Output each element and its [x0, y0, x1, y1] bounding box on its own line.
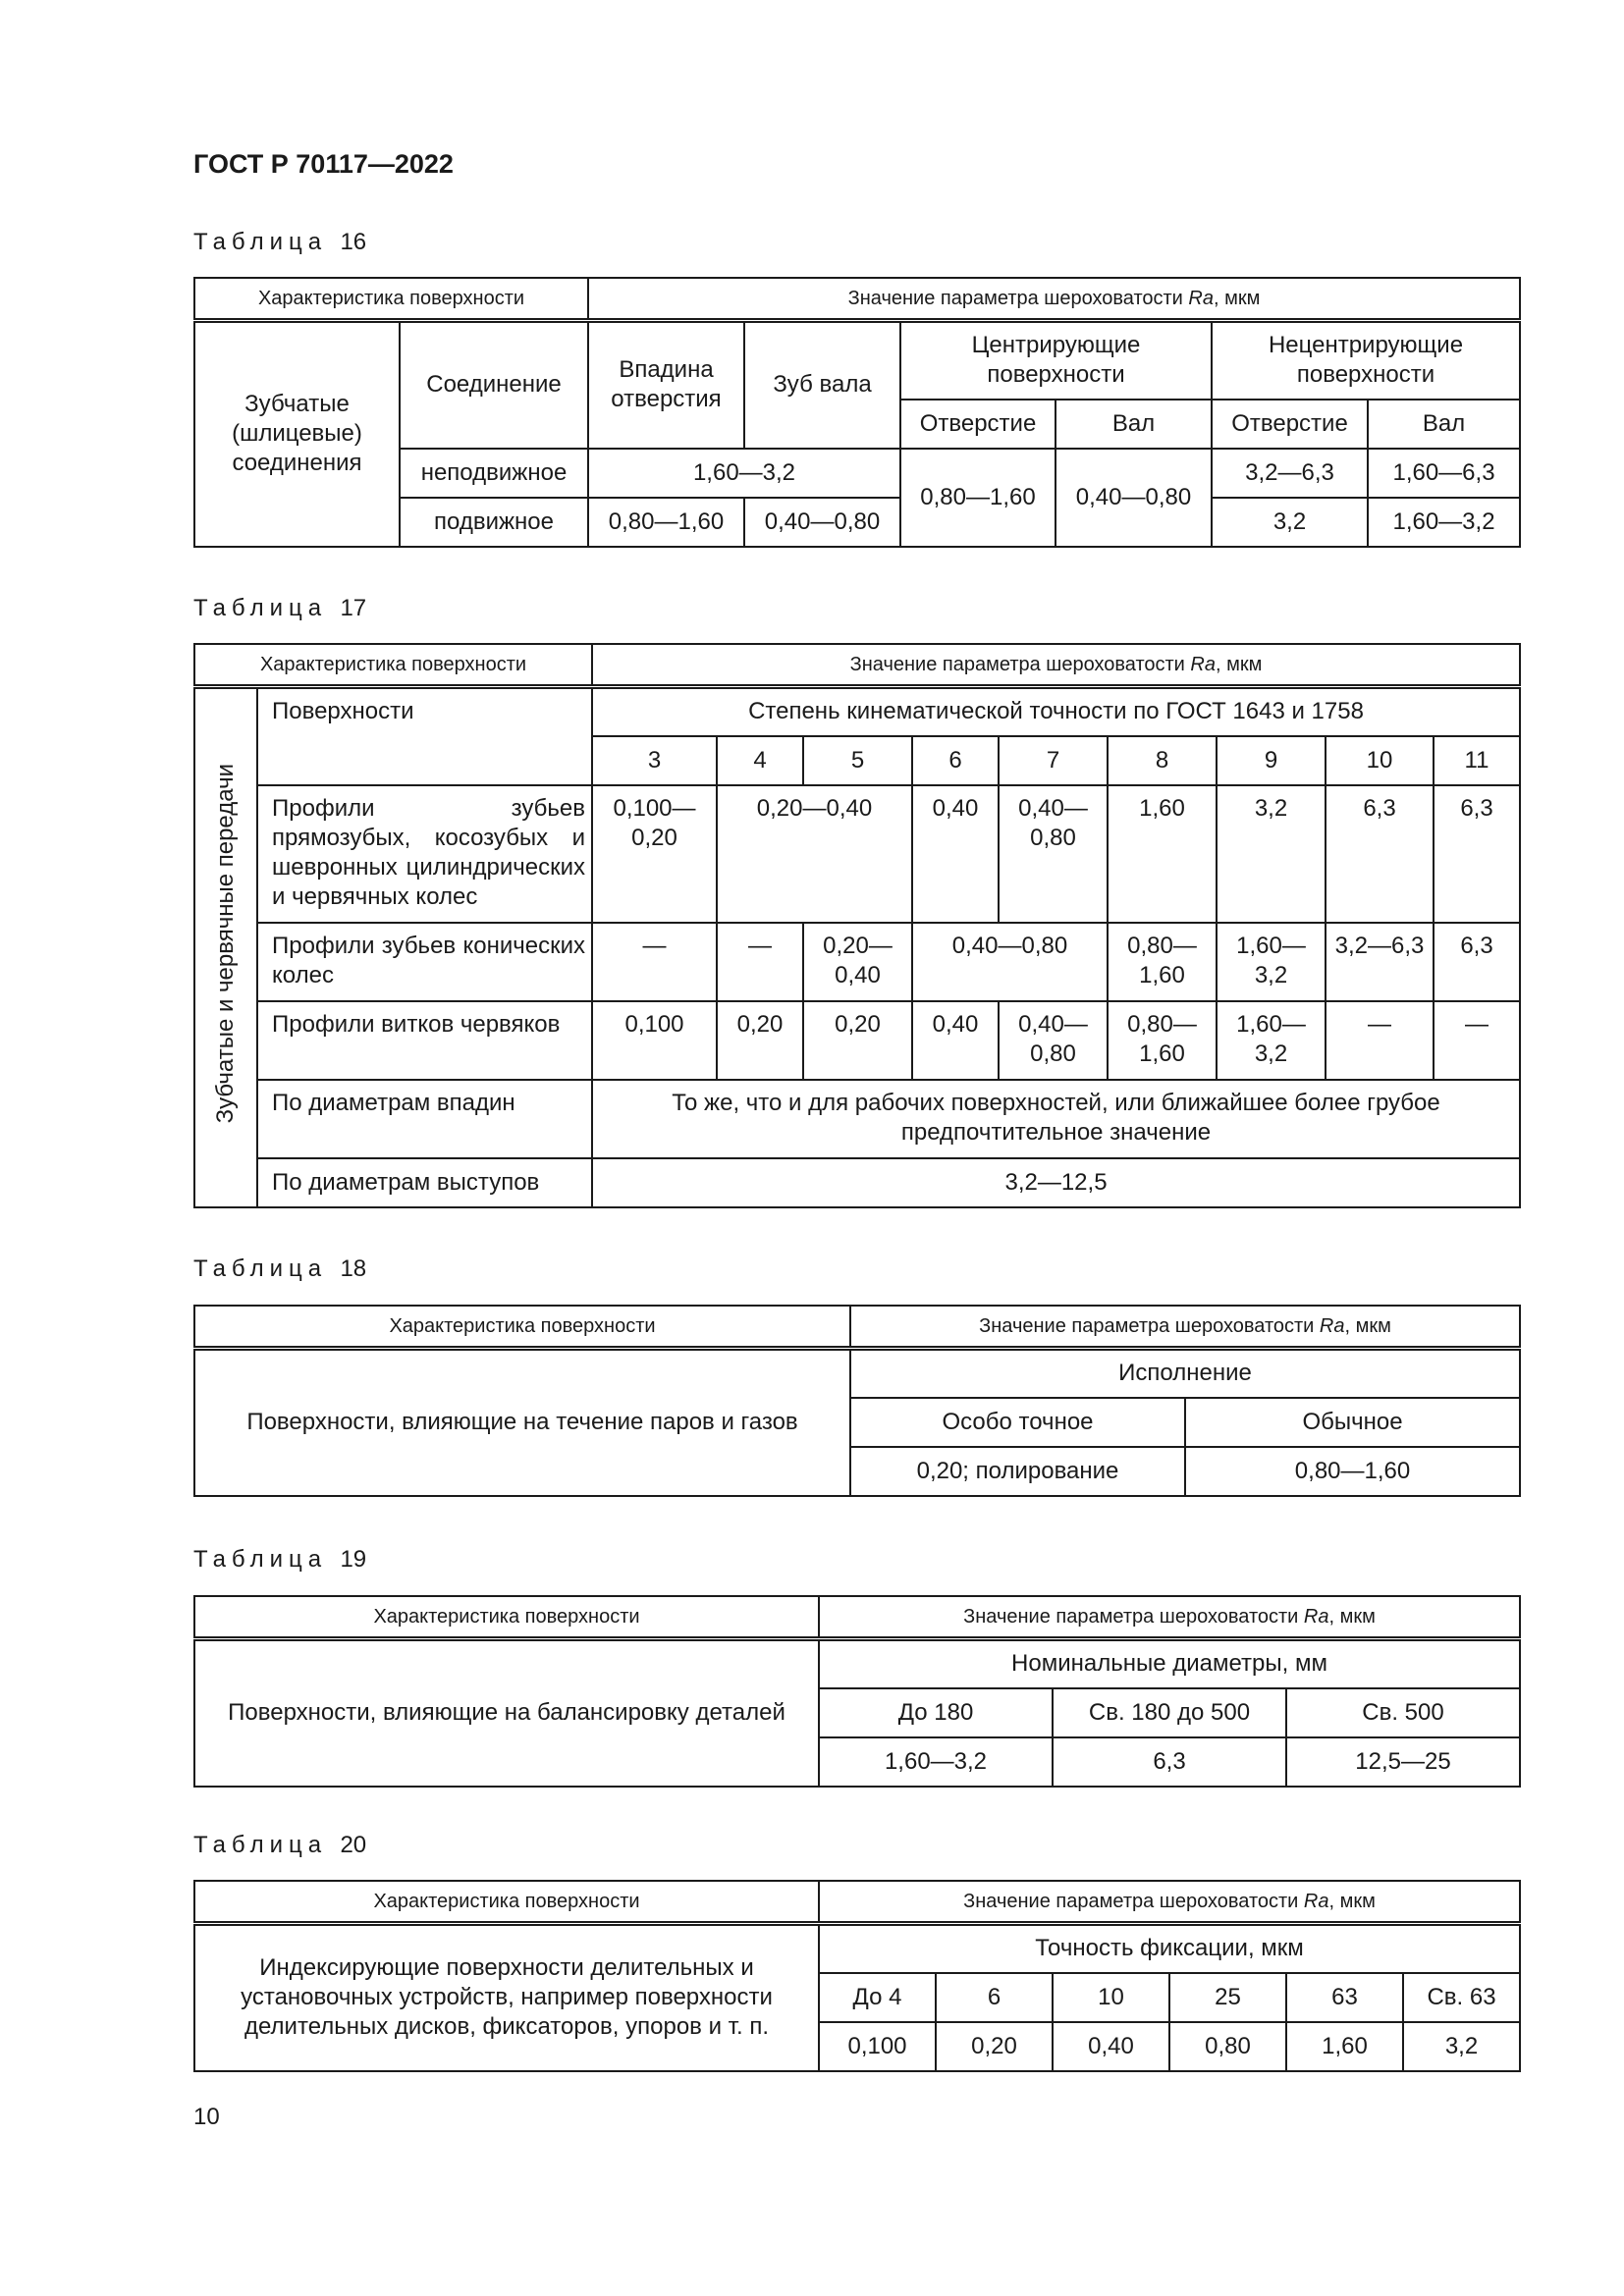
t16-col-val1: Вал: [1056, 400, 1212, 449]
t17-r3-value: 1,60—3,2: [1217, 1001, 1326, 1080]
t19-val: 12,5—25: [1286, 1737, 1520, 1787]
t17-r3-value: 0,20: [717, 1001, 803, 1080]
table-19: [193, 1595, 1521, 1788]
t17-degree: 11: [1434, 736, 1520, 785]
t16-r1-nc-otv: 3,2—6,3: [1212, 449, 1368, 498]
t16-r1-value: 1,60—3,2: [588, 449, 900, 498]
t17-degree: 8: [1108, 736, 1217, 785]
t16-r2-hole: 0,80—1,60: [588, 498, 744, 547]
t18-col-a: Особо точное: [850, 1398, 1185, 1447]
t20-col: 6: [936, 1973, 1053, 2022]
t20-fix-label: Точность фиксации, мкм: [819, 1924, 1520, 1973]
t17-r2-v8: 0,80—1,60: [1108, 923, 1217, 1001]
t20-col: 10: [1053, 1973, 1169, 2022]
t18-header-surface: Характеристика поверхности: [194, 1306, 850, 1349]
t17-degree: 7: [999, 736, 1108, 785]
t17-r1-v8: 1,60: [1108, 785, 1217, 923]
t17-r2-v9: 1,60—3,2: [1217, 923, 1326, 1001]
t17-r3-value: 0,40—0,80: [999, 1001, 1108, 1080]
t17-degree: 10: [1326, 736, 1434, 785]
table-16-caption: Таблица 16: [193, 229, 367, 255]
t17-degree: 6: [912, 736, 999, 785]
t19-col: До 180: [819, 1688, 1053, 1737]
document-id: ГОСТ Р 70117—2022: [193, 149, 454, 179]
t19-val: 1,60—3,2: [819, 1737, 1053, 1787]
t19-col: Св. 500: [1286, 1688, 1520, 1737]
t17-degree: 9: [1217, 736, 1326, 785]
table-18: [193, 1305, 1521, 1497]
t16-r2-label: подвижное: [400, 498, 588, 547]
t16-r2-nc-otv: 3,2: [1212, 498, 1368, 547]
t18-row-label: Поверхности, влияющие на течение паров и газов: [194, 1349, 850, 1496]
t18-col-b: Обычное: [1185, 1398, 1520, 1447]
t16-col-val2: Вал: [1368, 400, 1520, 449]
t16-col-otv1: Отверстие: [900, 400, 1056, 449]
t19-val: 6,3: [1053, 1737, 1286, 1787]
t19-header-value: Значение параметра шероховатости Ra, мкм: [819, 1596, 1520, 1639]
t16-col-connection: Соединение: [400, 321, 588, 449]
t16-col-otv2: Отверстие: [1212, 400, 1368, 449]
t17-r1-v6: 0,40: [912, 785, 999, 923]
t17-r3-value: —: [1434, 1001, 1520, 1080]
t17-header-surface: Характеристика поверхности: [194, 644, 592, 687]
t17-r4-value: То же, что и для рабочих поверхностей, или ближайшее более грубое предпочтительное значение: [592, 1080, 1520, 1158]
t20-col: Св. 63: [1403, 1973, 1520, 2022]
t16-col-hole: Впадина отверстия: [588, 321, 744, 449]
t17-r3-label: Профили витков червяков: [257, 1001, 592, 1080]
t16-header-surface: Характеристика поверхности: [194, 278, 588, 321]
t20-row-label: Индексирующие поверхности делительных и установочных устройств, например поверхности делительных дисков, фиксаторов, упоров и т. п.: [194, 1924, 819, 2071]
table-18-caption: Таблица 18: [193, 1255, 367, 1282]
t17-degree: 5: [803, 736, 912, 785]
t17-degree-label: Степень кинематической точности по ГОСТ 1643 и 1758: [592, 687, 1520, 736]
t17-header-value: Значение параметра шероховатости Ra, мкм: [592, 644, 1520, 687]
t16-header-value: Значение параметра шероховатости Ra, мкм: [588, 278, 1520, 321]
t18-val-b: 0,80—1,60: [1185, 1447, 1520, 1496]
t17-degree: 3: [592, 736, 717, 785]
t20-header-surface: Характеристика поверхности: [194, 1881, 819, 1924]
t17-r2-v4: —: [717, 923, 803, 1001]
t17-r3-value: 0,100: [592, 1001, 717, 1080]
t20-col: До 4: [819, 1973, 936, 2022]
t17-degree: 4: [717, 736, 803, 785]
t20-val: 1,60: [1286, 2022, 1403, 2071]
table-20: [193, 1880, 1521, 2072]
t16-r2-nc-val: 1,60—3,2: [1368, 498, 1520, 547]
t17-r1-v3: 0,100—0,20: [592, 785, 717, 923]
t16-col-noncentering: Нецентрирующие поверхности: [1212, 321, 1520, 400]
page-number: 10: [193, 2104, 220, 2130]
t20-val: 0,20: [936, 2022, 1053, 2071]
t17-r2-v5: 0,20—0,40: [803, 923, 912, 1001]
t16-col-shaft: Зуб вала: [744, 321, 900, 449]
t16-r2-shaft: 0,40—0,80: [744, 498, 900, 547]
t17-side-label: Зубчатые и червячные передачи: [194, 687, 257, 1207]
t20-header-value: Значение параметра шероховатости Ra, мкм: [819, 1881, 1520, 1924]
table-16: [193, 277, 1521, 548]
t17-r1-v45: 0,20—0,40: [717, 785, 912, 923]
t16-col-centering: Центрирующие поверхности: [900, 321, 1212, 400]
t17-r2-v10: 3,2—6,3: [1326, 923, 1434, 1001]
t17-surfaces-label: Поверхности: [257, 687, 592, 785]
t19-diam-label: Номинальные диаметры, мм: [819, 1639, 1520, 1688]
t20-val: 3,2: [1403, 2022, 1520, 2071]
t17-r3-value: 0,20: [803, 1001, 912, 1080]
t18-exec-label: Исполнение: [850, 1349, 1520, 1398]
t17-r1-label: Профили зубьев прямозубых, косозубых и шевронных цилиндрических и червячных колес: [257, 785, 592, 923]
t17-r2-v11: 6,3: [1434, 923, 1520, 1001]
t17-r1-v9: 3,2: [1217, 785, 1326, 923]
table-17-caption: Таблица 17: [193, 595, 367, 621]
t16-center-otv-value: 0,80—1,60: [900, 449, 1056, 547]
t20-val: 0,80: [1169, 2022, 1286, 2071]
t17-r1-v7: 0,40—0,80: [999, 785, 1108, 923]
t16-row-label: Зубчатые (шлицевые) соединения: [194, 321, 400, 547]
t17-r2-v67: 0,40—0,80: [912, 923, 1108, 1001]
t17-r3-value: 0,80—1,60: [1108, 1001, 1217, 1080]
table-19-caption: Таблица 19: [193, 1546, 367, 1573]
t16-r1-label: неподвижное: [400, 449, 588, 498]
t17-r2-label: Профили зубьев конических колес: [257, 923, 592, 1001]
t20-val: 0,100: [819, 2022, 936, 2071]
t18-val-a: 0,20; полирование: [850, 1447, 1185, 1496]
t17-r5-label: По диаметрам выступов: [257, 1158, 592, 1207]
t18-header-value: Значение параметра шероховатости Ra, мкм: [850, 1306, 1520, 1349]
t19-header-surface: Характеристика поверхности: [194, 1596, 819, 1639]
table-17: [193, 643, 1521, 1208]
t17-r1-v11: 6,3: [1434, 785, 1520, 923]
t17-r1-v10: 6,3: [1326, 785, 1434, 923]
t19-row-label: Поверхности, влияющие на балансировку деталей: [194, 1639, 819, 1787]
t17-r5-value: 3,2—12,5: [592, 1158, 1520, 1207]
table-20-caption: Таблица 20: [193, 1832, 367, 1858]
t17-r2-v3: —: [592, 923, 717, 1001]
t17-r3-value: 0,40: [912, 1001, 999, 1080]
t16-r1-nc-val: 1,60—6,3: [1368, 449, 1520, 498]
t20-col: 25: [1169, 1973, 1286, 2022]
t19-col: Св. 180 до 500: [1053, 1688, 1286, 1737]
t20-val: 0,40: [1053, 2022, 1169, 2071]
t17-r3-value: —: [1326, 1001, 1434, 1080]
t16-center-val-value: 0,40—0,80: [1056, 449, 1212, 547]
t17-r4-label: По диаметрам впадин: [257, 1080, 592, 1158]
t20-col: 63: [1286, 1973, 1403, 2022]
